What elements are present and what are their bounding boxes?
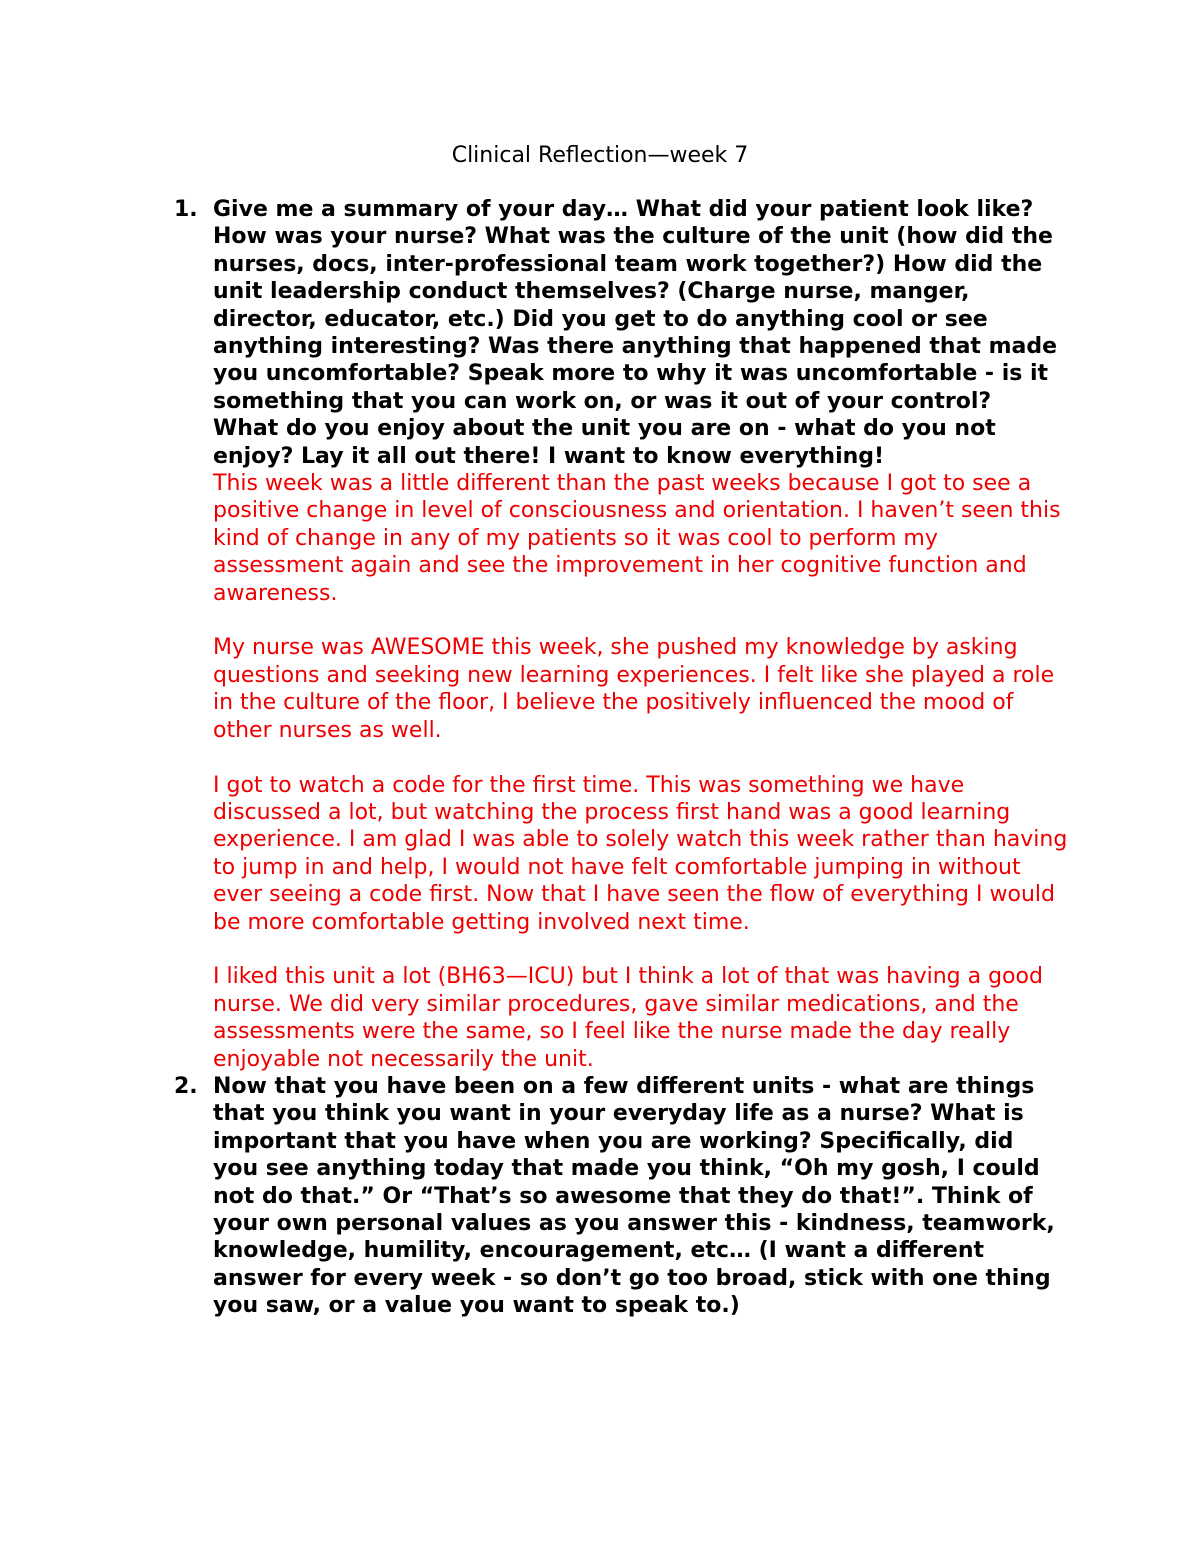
answer-paragraph: My nurse was AWESOME this week, she pushed my knowledge by asking questions and seeking new learning experiences. I felt like she played a role in the culture of the floor, I believe the positively influenced the mood of other nurses as well. — [213, 635, 1055, 743]
answer-paragraph: This week was a little different than the past weeks because I got to see a positive change in level of consciousness and orientation. I haven’t seen this kind of change in any of my patients so it was cool to perform my assessment again and see the improvement in her cognitive function and awareness. — [213, 471, 1061, 606]
answer-block — [213, 470, 1073, 1073]
question-number: 2. — [174, 1073, 198, 1099]
question-list — [0, 196, 1200, 1320]
answer-paragraph: I got to watch a code for the first time. This was something we have discussed a lot, but watching the process first hand was a good learning experience. I am glad I was able to solely watch this week rather than having to jump in and help, I would not have felt comfortable jumping in without ever seeing a code first. Now that I have seen the flow of everything I would be more comfortable getting involved next time. — [213, 772, 1068, 935]
question-number: 1. — [174, 197, 198, 222]
question-text: Give me a summary of your day… What did your patient look like? How was your nurse? What was the culture of the unit (how did the nurses, docs, inter-professional team work together?) How did the unit leadership conduct themselves? (Charge nurse, manger, director, educator, etc.) Did you get to do anything cool or see anything interesting? Was there anything that happened that made you uncomfortable? Speak more to why it was uncomfortable - is it something that you can work on, or was it out of your control? What do you enjoy about the unit you are on - what do you not enjoy? Lay it all out there! I want to know everything! — [213, 197, 1058, 469]
question-text: Now that you have been on a few different units - what are things that you think you want in your everyday life as a nurse? What is important that you have when you are working? Specifically, did you see anything today that made you think, “Oh my gosh, I could not do that.” Or “That’s so awesome that they do that!”. Think of your own personal values as you answer this - kindness, teamwork, knowledge, humility, encouragement, etc… (I want a different answer for every week - so don’t go too broad, stick with one thing you saw, or a value you want to speak to.) — [213, 1073, 1055, 1319]
answer-paragraph: I liked this unit a lot (BH63—ICU) but I think a lot of that was having a good nurse. We did very similar procedures, gave similar medications, and the assessments were the same, so I feel like the nurse made the day really enjoyable not necessarily the unit. — [213, 964, 1043, 1072]
question-item-2 — [0, 1073, 1200, 1320]
document-title: Clinical Reflection—week 7 — [451, 143, 749, 168]
question-item-1 — [0, 196, 1200, 1073]
